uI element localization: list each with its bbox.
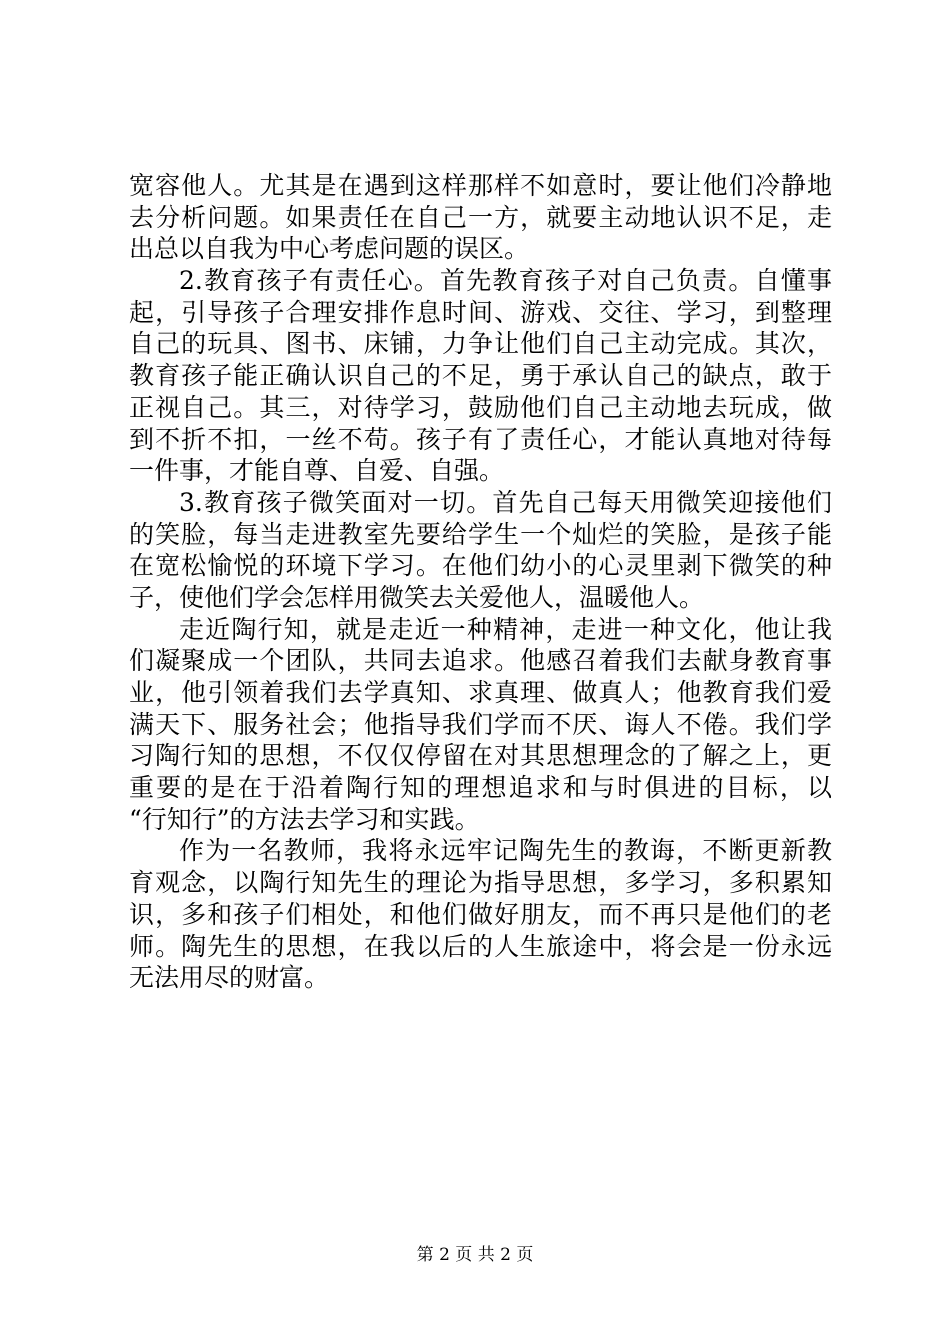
text-line: 正视自己。其三，对待学习，鼓励他们自己主动地去玩成，做 bbox=[129, 392, 832, 422]
document-body bbox=[129, 170, 832, 994]
text-line: 自己的玩具、图书、床铺，力争让他们自己主动完成。其次， bbox=[129, 329, 832, 359]
text-line: 习陶行知的思想，不仅仅停留在对其思想理念的了解之上，更 bbox=[129, 741, 832, 771]
text-line: 走近陶行知，就是走近一种精神，走进一种文化，他让我 bbox=[179, 614, 832, 644]
text-line: 育观念，以陶行知先生的理论为指导思想，多学习，多积累知 bbox=[129, 868, 832, 898]
text-line: 去分析问题。如果责任在自己一方，就要主动地认识不足，走 bbox=[129, 202, 832, 232]
text-line: 2.教育孩子有责任心。首先教育孩子对自己负责。自懂事 bbox=[179, 266, 832, 296]
text-line: “行知行”的方法去学习和实践。 bbox=[129, 804, 480, 834]
text-line: 一件事，才能自尊、自爱、自强。 bbox=[129, 456, 505, 486]
text-line: 在宽松愉悦的环境下学习。在他们幼小的心灵里剥下微笑的种 bbox=[129, 551, 832, 581]
text-line: 作为一名教师，我将永远牢记陶先生的教诲，不断更新教 bbox=[179, 836, 832, 866]
text-line: 识，多和孩子们相处，和他们做好朋友，而不再只是他们的老 bbox=[129, 899, 832, 929]
text-line: 满天下、服务社会；他指导我们学而不厌、诲人不倦。我们学 bbox=[129, 709, 832, 739]
text-line: 无法用尽的财富。 bbox=[129, 963, 330, 993]
text-line: 子，使他们学会怎样用微笑去关爱他人，温暖他人。 bbox=[129, 582, 705, 612]
text-line: 到不折不扣，一丝不苟。孩子有了责任心，才能认真地对待每 bbox=[129, 424, 832, 454]
text-line: 宽容他人。尤其是在遇到这样那样不如意时，要让他们冷静地 bbox=[129, 171, 832, 200]
text-line: 们凝聚成一个团队，共同去追求。他感召着我们去献身教育事 bbox=[129, 646, 832, 676]
text-line: 的笑脸，每当走进教室先要给学生一个灿烂的笑脸，是孩子能 bbox=[129, 519, 832, 549]
text-line: 起，引导孩子合理安排作息时间、游戏、交往、学习，到整理 bbox=[129, 297, 832, 327]
text-line: 出总以自我为中心考虑问题的误区。 bbox=[129, 234, 530, 264]
page-footer: 第 2 页 共 2 页 bbox=[416, 1245, 534, 1265]
text-line: 3.教育孩子微笑面对一切。首先自己每天用微笑迎接他们 bbox=[179, 487, 832, 517]
text-line: 教育孩子能正确认识自己的不足，勇于承认自己的缺点，敢于 bbox=[129, 361, 832, 391]
text-line: 师。陶先生的思想，在我以后的人生旅途中，将会是一份永远 bbox=[129, 931, 832, 961]
text-line: 重要的是在于沿着陶行知的理想追求和与时俱进的目标，以 bbox=[129, 773, 832, 803]
text-line: 业，他引领着我们去学真知、求真理、做真人；他教育我们爱 bbox=[129, 678, 832, 707]
